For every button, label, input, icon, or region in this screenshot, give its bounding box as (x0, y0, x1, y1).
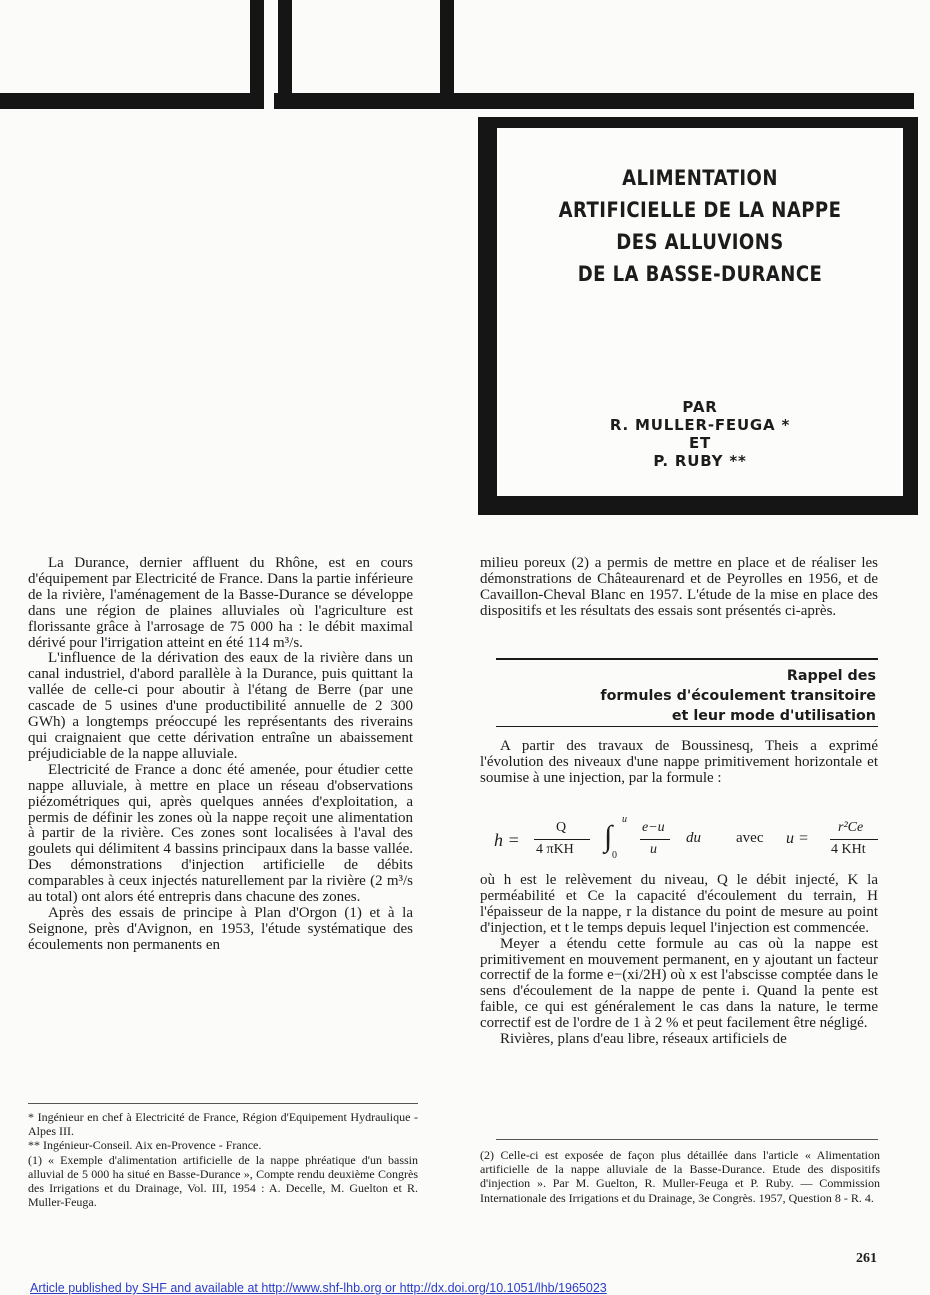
article-title (525, 162, 874, 290)
footnote: (2) Celle-ci est exposée de façon plus détaillée dans l'article « Alimentation artificielle de la nappe alluviale de la Basse-Durance. Etude des dispositifs d'injection ». Par M. Guelton, R. Muller-Feuga et P. Ruby. — Commission Internationale des Irrigations et du Drainage, 3e Congrès. 1957, Question 8 - R. 4. (480, 1148, 880, 1205)
author-et: ET (688, 434, 712, 452)
section-heading (480, 666, 876, 726)
formula-avec: avec (736, 830, 764, 846)
section-heading-line: formules d'écoulement transitoire (600, 688, 876, 704)
formula-num1: Q (556, 820, 567, 835)
paragraph: Rivières, plans d'eau libre, réseaux artificiels de (500, 1031, 787, 1048)
article-source-link[interactable]: Article published by SHF and available at http://www.shf-lhb.org or http://dx.doi.org/10.1051/lhb/1965023 (30, 1281, 607, 1295)
formula-den1: 4 πKH (536, 842, 574, 857)
footnote-rule-left (28, 1103, 418, 1104)
paragraph: A partir des travaux de Boussinesq, Theis a exprimé l'évolution des niveaux d'une nappe primitivement horizontale et soumise à une injection, par la formule : (480, 738, 878, 786)
left-column (28, 556, 413, 954)
formula-num3: r²Ce (838, 820, 864, 835)
paragraph: Meyer a étendu cette formule au cas où la nappe est primitivement en mouvement permanent, en y ajoutant un facteur correctif de la forme e−(xi/2H) où x est l'abscisse comptée dans le sens d'écoulement de la nappe de pente i. Quand la pente est faible, ce qui est généralement le cas dans la nature, le terme correctif est de l'ordre de 1 à 2 % et peut facilement être négligé. (480, 935, 878, 1032)
right-column-top (480, 556, 878, 620)
paragraph: L'influence de la dérivation des eaux de la rivière dans un canal industriel, d'abord parallèle à la Durance, puis quittant la vallée de celle-ci pour aboutir à l'étang de Berre (par une cascade de 5 usines d'une productibilité annuelle de 2 300 GWh) a longtemps préoccupé les représentants des riverains qui craignaient que cette dérivation entraîne un abaissement préjudiciable de la nappe alluviale. (28, 650, 413, 762)
title-line: DE LA BASSE-DURANCE (577, 262, 823, 286)
footnotes-right (480, 1148, 880, 1205)
formula-lower-limit: 0 (612, 850, 617, 861)
paragraph: Electricité de France a donc été amenée, pour étudier cette nappe alluviale, à mettre en place un réseau d'observations piézométriques qui, après quelques années d'exploitation, a permis de définir les zones où la nappe reçoit une alimentation à partir de la rivière. Ces zones sont localisées à l'aval des goulets qui délimitent 4 bassins principaux dans la basse vallée. Des démonstrations d'injection artificielle de débits comparables à ceux injectés naturellement par la rivière (2 m³/s au total) ont alors été entrepris dans chacune des zones. (28, 761, 413, 906)
author-1: R. MULLER-FEUGA * (609, 416, 791, 434)
paragraph: où h est le relèvement du niveau, Q le débit injecté, K la perméabilité et Ce la capacité d'écoulement du terrain, H l'épaisseur de la nappe, r la distance du point de mesure au point d'injection, et t le temps depuis lequel l'injection est commencée. (480, 872, 878, 936)
fraction-bar (830, 839, 878, 840)
formula-den3: 4 KHt (831, 842, 866, 857)
footnotes-left (28, 1110, 418, 1209)
title-line: ARTIFICIELLE DE LA NAPPE (558, 198, 842, 222)
section-heading-line: et leur mode d'utilisation (671, 708, 876, 724)
right-column-body (480, 873, 878, 1048)
author-par: PAR (682, 398, 718, 416)
theis-formula (494, 814, 878, 866)
formula-du: du (686, 830, 701, 846)
section-rule-top (496, 658, 878, 660)
formula-u-eq: u = (786, 830, 809, 847)
paragraph: Après des essais de principe à Plan d'Orgon (1) et à la Seignone, près d'Avignon, en 1953, l'étude systématique des écoulements non permanents en (28, 904, 413, 953)
fraction-bar (534, 839, 590, 840)
section-rule-bottom (496, 726, 878, 727)
header-band-left (0, 93, 264, 109)
section-heading-line: Rappel des (786, 668, 876, 684)
right-column-intro (480, 739, 878, 787)
formula-integral: ∫ (604, 820, 613, 853)
footnote: ** Ingénieur-Conseil. Aix en-Provence - France. (28, 1138, 262, 1153)
footnote-rule-right (496, 1139, 878, 1140)
paragraph: milieu poreux (2) a permis de mettre en place et de réaliser les démonstrations de Châteaurenard et de Peyrolles en 1956, et de Cavaillon-Cheval Blanc en 1957. L'étude de la mise en place des dispositifs et les résultats des essais sont présentés ci-après. (480, 555, 878, 619)
formula-upper-limit: u (622, 814, 627, 825)
author-2: P. RUBY ** (653, 452, 747, 470)
title-line: DES ALLUVIONS (616, 230, 784, 254)
author-block (497, 398, 903, 470)
page-number: 261 (856, 1251, 877, 1266)
title-line: ALIMENTATION (622, 166, 778, 190)
formula-den2: u (650, 842, 657, 857)
header-band-right (274, 93, 914, 109)
formula-num2: e−u (642, 820, 665, 835)
fraction-bar (640, 839, 670, 840)
footnote: * Ingénieur en chef à Electricité de France, Région d'Equipement Hydraulique - Alpes III. (28, 1110, 418, 1139)
footnote: (1) « Exemple d'alimentation artificielle de la nappe phréatique d'un bassin alluvial de 5 000 ha situé en Basse-Durance », Compte rendu deuxième Congrès des Irrigations et du Drainage, Vol. III, 1954 : A. Decelle, M. Guelton et R. Muller-Feuga. (28, 1152, 418, 1210)
paragraph: La Durance, dernier affluent du Rhône, est en cours d'équipement par Electricité de France. Dans la partie inférieure de la rivière, l'aménagement de la Basse-Durance se développe dans une région de plaines alluviales où l'agriculture est florissante grâce à l'arrosage de 75 000 ha : le débit maximal dérivé pour l'irrigation atteint en été 114 m³/s. (28, 555, 413, 651)
formula-lhs: h = (494, 830, 520, 850)
